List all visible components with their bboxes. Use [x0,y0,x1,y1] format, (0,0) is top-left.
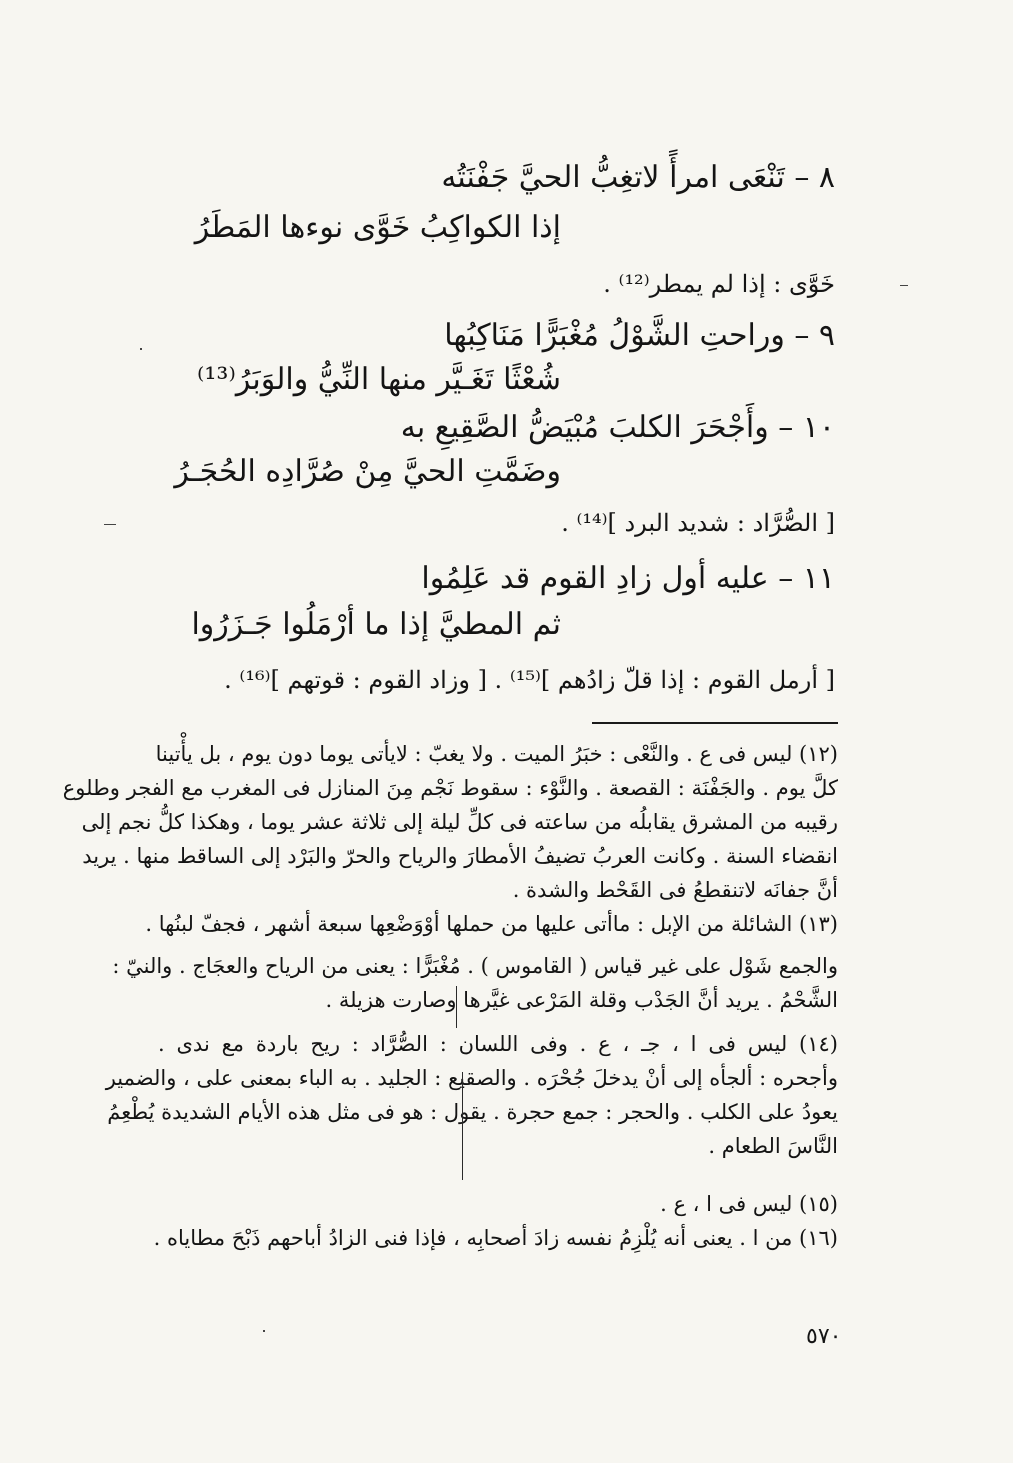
scan-mark [900,285,908,286]
verse-10-line-1: ١٠ – وأَجْحَرَ الكلبَ مُبْيَضُّ الصَّقِيعِ به [400,410,835,445]
verse-10-line-2: وضَمَّتِ الحيَّ مِنْ صُرَّادِه الحُجَـرُ [174,454,561,489]
verse-8-line-1: ٨ – تَنْعَى امرأً لاتغِبُّ الحيَّ جَفْنَتُه [441,160,835,195]
page-number: ٥٧٠ [806,1324,842,1349]
verse-9-line-1: ٩ – وراحتِ الشَّوْلُ مُغْبَرًّا مَنَاكِبُها [444,318,835,353]
footnote-13-line-2: والجمع شَوْل على غير قياس ( القاموس ) . مُغْبَرًّا : يعنى من الرياح والعجَاج . والنيّ : [112,954,838,978]
footnote-14-line-4: النَّاسَ الطعام . [708,1134,838,1158]
footnote-13-line-3: الشَّحْمُ . يريد أنَّ الجَدْب وقلة المَرْعى غيَّرها وصارت هزيلة . [325,988,838,1012]
scan-mark [263,1330,265,1332]
column-gutter-line-lower [462,1072,463,1180]
verse-11-line-1: ١١ – عليه أول زادِ القوم قد عَلِمُوا [421,561,835,596]
verse-11-line-2: ثم المطيَّ إذا ما أرْمَلُوا جَـزَرُوا [191,607,561,642]
footnote-12-line-4: انقضاء السنة . وكانت العربُ تضيفُ الأمطارَ والرياح والحرّ والبَرْد إلى الساقط منها . يريد [82,844,838,868]
scan-mark [104,524,116,525]
footnote-12-line-3: رقيبه من المشرق يقابلُه من ساعته فى كلِّ ليلة إلى ثلاثة عشر يوما ، وهكذا كلُّ نجم إلى [81,810,838,834]
footnote-12-line-2: كلَّ يوم . والجَفْنَة : القصعة . والنَّوْء : سقوط نَجْم مِنَ المنازل فى المغرب مع الفجر وطلوع [62,776,838,800]
footnote-15: (١٥) ليس فى ا ، ع . [660,1192,838,1216]
footnote-14-line-2: وأجحره : ألجأه إلى أنْ يدخلَ جُحْرَه . والصقيع : الجليد . به الباء بمعنى على ، والضمير [105,1066,838,1090]
column-gutter-line-upper [456,986,457,1028]
verse-8-gloss: خَوَّى : إذا لم يمطر⁽¹²⁾ . [603,270,835,298]
footnote-12-line-5: أنَّ جفانَه لاتنقطعُ فى القَحْط والشدة . [512,878,838,902]
footnote-14-line-3: يعودُ على الكلب . والحجر : جمع حجرة . يقول : هو فى مثل هذه الأيام الشديدة يُطْعِمُ [107,1100,838,1124]
footnote-16: (١٦) من ا . يعنى أنه يُلْزِمُ نفسه زادَ أصحابِه ، فإذا فنى الزادُ أباحهم ذَبْحَ مطاياه . [153,1226,838,1250]
footnote-13-line-1: (١٣) الشائلة من الإبل : ماأتى عليها من حملها أوْوَضْعِها سبعة أشهر ، فجفّ لبنُها . [145,912,838,936]
verse-10-gloss: [ الصُّرَّاد : شديد البرد ]⁽¹⁴⁾ . [561,509,835,537]
footnote-12-line-1: (١٢) ليس فى ع . والنَّعْى : خبَرُ الميت . ولا يغبّ : لايأتى يوما دون يوم ، بل يأْتينا [155,742,838,766]
verse-11-gloss: [ أرمل القوم : إذا قلّ زادُهم ]⁽¹⁵⁾ . [ وزاد القوم : قوتهم ]⁽¹⁶⁾ . [224,666,835,694]
verse-8-line-2: إذا الكواكِبُ خَوَّى نوءها المَطَرُ [194,210,561,245]
footnote-separator [592,722,838,724]
footnote-14-line-1: (١٤) ليس فى ا ، جـ ، ع . وفى اللسان : الصُّرَّاد : ريح باردة مع ندى . [158,1032,838,1056]
verse-9-line-2: شُعْثًا تَغَـيَّر منها النِّيُّ والوَبَرُ⁽¹³⁾ [197,362,561,397]
scan-mark [140,348,142,350]
